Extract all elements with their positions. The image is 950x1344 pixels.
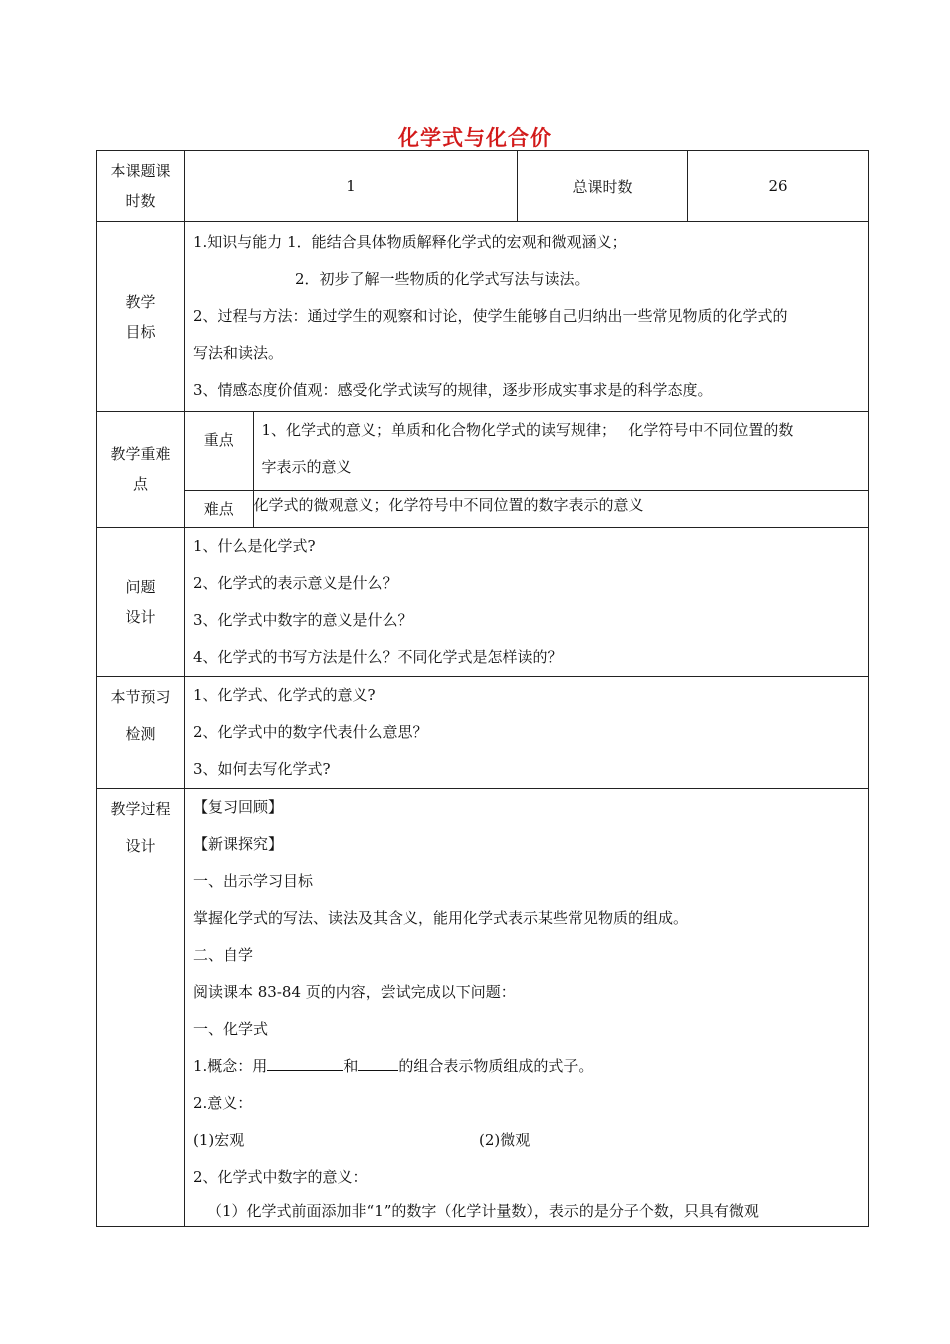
process-row <box>97 788 869 1226</box>
hours-label <box>97 151 185 222</box>
keypoints-label-line1: 教学重难 <box>110 445 171 464</box>
concept-mid: 和 <box>343 1056 359 1075</box>
objectives-label <box>97 222 185 412</box>
keypoints-row <box>97 412 869 528</box>
preview-content <box>185 676 869 788</box>
objective-line: 3、情感态度价值观：感受化学式读写的规律，逐步形成实事求是的科学态度。 <box>193 381 713 399</box>
focus-line: 字表示的意义 <box>261 458 352 476</box>
process-label-line2: 设计 <box>125 836 156 855</box>
hours-label-line2: 时数 <box>125 192 156 210</box>
objectives-label-line1: 教学 <box>125 292 156 311</box>
total-hours-label: 总课时数 <box>518 151 688 222</box>
objectives-row <box>97 222 869 412</box>
focus-label: 重点 <box>185 412 253 490</box>
question-item: 3、化学式中数字的意义是什么？ <box>193 610 413 629</box>
keypoints-label-line2: 点 <box>132 475 148 494</box>
objectives-label-line2: 目标 <box>125 322 156 341</box>
focus-content <box>253 412 868 490</box>
page-title: 化学式与化合价 <box>398 125 552 150</box>
preview-row <box>97 676 869 788</box>
preview-item: 2、化学式中的数字代表什么意思？ <box>193 722 428 741</box>
keypoints-content <box>185 412 869 528</box>
preview-item: 3、如何去写化学式? <box>193 759 331 778</box>
process-label-line1: 教学过程 <box>110 799 171 818</box>
concept-line <box>185 1048 868 1085</box>
question-item: 4、化学式的书写方法是什么？不同化学式是怎样读的？ <box>193 647 563 666</box>
objective-line: 1.知识与能力 1．能结合具体物质解释化学式的宏观和微观涵义； <box>193 233 627 251</box>
keypoints-label <box>97 412 185 528</box>
self-study-heading: 二、自学 <box>193 945 254 964</box>
question-item: 1、什么是化学式? <box>193 536 316 555</box>
objectives-content <box>185 222 869 412</box>
chemical-formula-heading: 一、化学式 <box>193 1019 269 1038</box>
questions-content <box>185 527 869 676</box>
review-heading: 【复习回顾】 <box>193 797 284 816</box>
objective-line: 2、过程与方法：通过学生的观察和讨论，使学生能够自己归纳出一些常见物质的化学式的 <box>193 307 788 325</box>
reading-instruction: 阅读课本 83-84 页的内容，尝试完成以下问题： <box>193 982 516 1001</box>
goal-text: 掌握化学式的写法、读法及其含义，能用化学式表示某些常见物质的组成。 <box>193 908 689 927</box>
hours-label-line1: 本课题课 <box>110 162 171 180</box>
preview-label-line1: 本节预习 <box>110 687 171 706</box>
questions-label-line2: 设计 <box>125 607 156 626</box>
objective-line: 写法和读法。 <box>193 344 284 362</box>
preview-item: 1、化学式、化学式的意义? <box>193 685 376 704</box>
meaning-line <box>185 1122 868 1159</box>
digits-heading: 2、化学式中数字的意义： <box>193 1167 368 1186</box>
macro-label: (1)宏观 <box>193 1130 245 1149</box>
objective-line: 2．初步了解一些物质的化学式写法与读法。 <box>295 270 590 288</box>
concept-blank-2[interactable] <box>358 1052 398 1071</box>
goal-heading: 一、出示学习目标 <box>193 871 314 890</box>
concept-prefix: 1.概念：用 <box>193 1056 268 1075</box>
keypoints-inner-table <box>185 412 868 527</box>
micro-label: (2)微观 <box>479 1130 531 1149</box>
focus-line: 1、化学式的意义；单质和化合物化学式的读写规律； 化学符号中不同位置的数 <box>261 421 794 439</box>
new-lesson-heading: 【新课探究】 <box>193 834 284 853</box>
concept-blank-1[interactable] <box>267 1052 343 1071</box>
difficulty-label: 难点 <box>185 490 253 527</box>
hours-value: 1 <box>185 151 518 222</box>
preview-label <box>97 676 185 788</box>
lesson-plan-table <box>96 150 869 1227</box>
questions-label-line1: 问题 <box>125 577 156 596</box>
process-content <box>185 788 869 1226</box>
questions-label <box>97 527 185 676</box>
concept-suffix: 的组合表示物质组成的式子。 <box>398 1056 594 1075</box>
question-item: 2、化学式的表示意义是什么？ <box>193 573 398 592</box>
process-label <box>97 788 185 1226</box>
hours-row <box>97 151 869 222</box>
preview-label-line2: 检测 <box>125 724 156 743</box>
difficulty-content: 化学式的微观意义；化学符号中不同位置的数字表示的意义 <box>253 490 868 527</box>
digits-line: （1）化学式前面添加非“1”的数字（化学计量数），表示的是分子个数，只具有微观 <box>207 1201 759 1220</box>
total-hours-value: 26 <box>688 151 869 222</box>
questions-row <box>97 527 869 676</box>
meaning-label: 2.意义： <box>193 1093 253 1112</box>
